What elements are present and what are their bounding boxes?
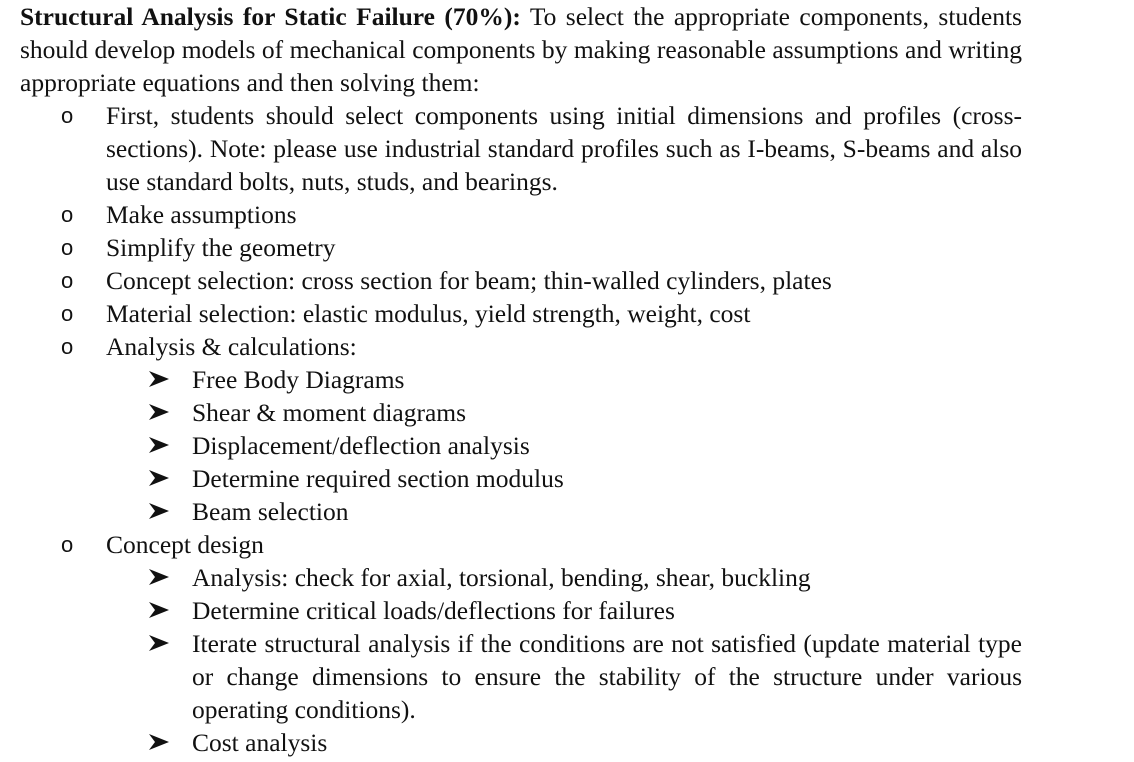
list-item-text: Simplify the geometry [106, 233, 336, 262]
sub-item-text: Determine required section modulus [192, 464, 564, 493]
circle-bullet: o [61, 532, 74, 557]
list-item [61, 231, 1022, 264]
intro-text: To select the appropriate components, students should develop models of mechanical components by making reasonable assumptions and writing appropriate equations and then solving them: [20, 2, 1022, 97]
sub-list-item [192, 363, 1022, 396]
sub-item-text: Determine critical loads/deflections for failures [192, 596, 675, 625]
sub-list-item [192, 495, 1022, 528]
list-item [61, 297, 1022, 330]
list-item [61, 264, 1022, 297]
intro-paragraph [20, 0, 1022, 99]
list-item [61, 528, 1022, 759]
sub-item-text: Shear & moment diagrams [192, 398, 467, 427]
sub-list-item [192, 462, 1022, 495]
arrowhead-bullet-icon [148, 370, 170, 388]
concept-design-sublist [106, 561, 1022, 759]
sub-item-text: Cost analysis [192, 728, 328, 757]
sub-list-item [192, 429, 1022, 462]
document-body [20, 0, 1022, 759]
arrowhead-bullet-icon [148, 403, 170, 421]
arrowhead-bullet-icon [148, 436, 170, 454]
list-item [61, 198, 1022, 231]
circle-bullet: o [61, 235, 74, 260]
arrowhead-bullet-icon [148, 601, 170, 619]
arrowhead-bullet-icon [148, 568, 170, 586]
arrowhead-bullet-icon [148, 733, 170, 751]
sub-list-item [192, 627, 1022, 726]
requirements-list [20, 99, 1022, 759]
arrowhead-bullet-icon [148, 502, 170, 520]
sub-list-item [192, 726, 1022, 759]
list-item-text: Make assumptions [106, 200, 297, 229]
list-item-text: First, students should select components using initial dimensions and profiles (cross-sections). Note: please use industrial standard profiles such as I-beams, S-beams and also use standard bolts, nuts, studs, and bearings. [106, 101, 1022, 196]
list-item-text: Analysis & calculations: [106, 332, 357, 361]
arrowhead-bullet-icon [148, 634, 170, 652]
sub-item-text: Analysis: check for axial, torsional, bending, shear, buckling [192, 563, 811, 592]
sub-list-item [192, 396, 1022, 429]
circle-bullet: o [61, 268, 74, 293]
circle-bullet: o [61, 334, 74, 359]
list-item [61, 330, 1022, 528]
sub-item-text: Displacement/deflection analysis [192, 431, 530, 460]
sub-item-text: Beam selection [192, 497, 349, 526]
circle-bullet: o [61, 301, 74, 326]
sub-item-text: Iterate structural analysis if the conditions are not satisfied (update material type or change dimensions to ensure the stability of the structure under various operating conditions). [192, 629, 1022, 724]
analysis-sublist [106, 363, 1022, 528]
section-heading: Structural Analysis for Static Failure (70%): [20, 2, 521, 31]
arrowhead-bullet-icon [148, 469, 170, 487]
circle-bullet: o [61, 103, 74, 128]
sub-item-text: Free Body Diagrams [192, 365, 405, 394]
list-item-text: Concept selection: cross section for beam; thin-walled cylinders, plates [106, 266, 832, 295]
list-item-text: Material selection: elastic modulus, yield strength, weight, cost [106, 299, 751, 328]
sub-list-item [192, 561, 1022, 594]
circle-bullet: o [61, 202, 74, 227]
sub-list-item [192, 594, 1022, 627]
list-item-text: Concept design [106, 530, 264, 559]
list-item [61, 99, 1022, 198]
